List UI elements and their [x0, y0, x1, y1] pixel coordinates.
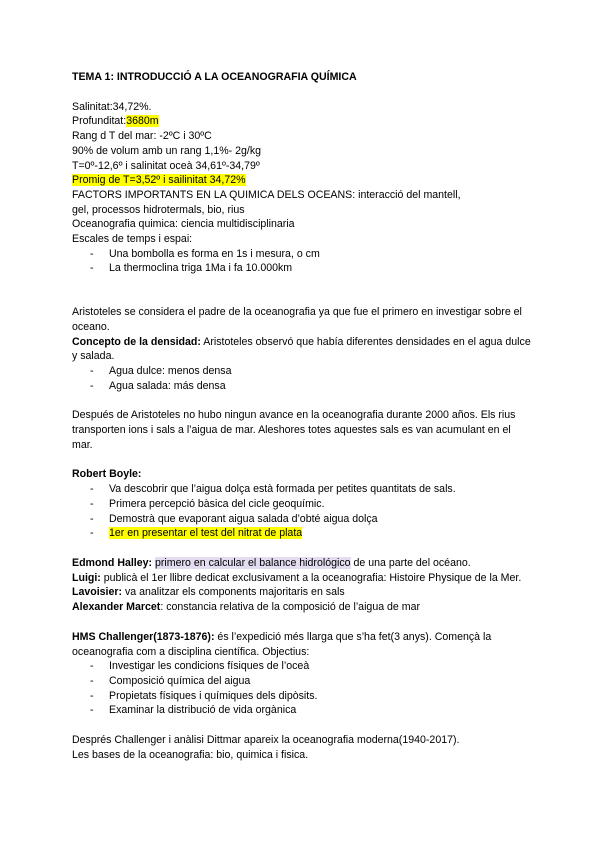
temperatura-line: T=0º-12,6º i salinitat oceà 34,61º-34,79º — [72, 159, 260, 172]
oceanografia-line: Oceanografia quimica: ciencia multidisciplinaria — [72, 218, 295, 231]
densidad-list — [72, 364, 532, 393]
list-item: - Va descobrir que l’aigua dolça està formada per petites quantitats de sals. — [72, 482, 532, 497]
marcet-line: Alexander Marcet: constancia relativa de la composició de l’aigua de mar — [72, 601, 421, 614]
challenger-paragraph: HMS Challenger(1873-1876): és l’expedició més llarga que s’ha fet(3 anys). Començà la oceanografia com a disciplina científica. Objectius: — [72, 630, 492, 658]
document-title: TEMA 1: INTRODUCCIÓ A LA OCEANOGRAFIA QUÍMICA — [72, 71, 357, 83]
list-item: - Primera percepció bàsica del cicle geoquímic. — [72, 497, 532, 512]
list-item: - Composició química del aigua — [72, 674, 532, 689]
list-item: - Examinar la distribució de vida orgànica — [72, 703, 532, 718]
salinitat-line: Salinitat:34,72%. — [72, 100, 152, 113]
halley-line: Edmond Halley: primero en calcular el balance hidrológico de una parte del océano. — [72, 556, 471, 569]
intro-block — [72, 100, 532, 276]
factors-line: FACTORS IMPORTANTS EN LA QUIMICA DELS OCEANS: interacció del mantell, — [72, 188, 461, 201]
challenger-section — [72, 630, 532, 718]
concepto-label: Concepto de la densidad: — [72, 335, 201, 348]
final-line-2: Les bases de la oceanografia: bio, quimica i fisica. — [72, 748, 309, 761]
document-body — [72, 70, 532, 762]
rang-line: Rang d T del mar: -2ºC i 30ºC — [72, 130, 212, 143]
boyle-section — [72, 467, 532, 541]
final-line-1: Després Challenger i anàlisi Dittmar apareix la oceanografia moderna(1940-2017). — [72, 734, 460, 747]
list-item: - La thermoclina triga 1Ma i fa 10.000km — [72, 261, 532, 276]
list-item: - Propietats físiques i químiques dels dipòsits. — [72, 689, 532, 704]
boyle-list — [72, 482, 532, 541]
concepto-densidad: Concepto de la densidad: Aristoteles observó que había diferentes densidades en el agua dulce y salada. — [72, 335, 531, 363]
luigi-line: Luigi: publicà el 1er llibre dedicat exclusivament a la oceanografia: Histoire Physique de la Mer. — [72, 571, 522, 584]
challenger-objectives-list — [72, 659, 532, 718]
despues-paragraph: Después de Aristoteles no hubo ningun avance en la oceanografia durante 2000 años. Els rius transporten ions i sals a l’aigua de mar. Aleshores totes aquestes sals es van acumulant en el mar. — [72, 409, 516, 451]
list-item-highlighted: - 1er en presentar el test del nitrat de plata — [72, 526, 532, 541]
promig-line — [72, 173, 532, 188]
escales-line: Escales de temps i espai: — [72, 233, 193, 246]
scientists-section — [72, 556, 532, 615]
aristoteles-section — [72, 305, 532, 393]
boyle-heading: Robert Boyle: — [72, 468, 142, 481]
list-item: - Agua dulce: menos densa — [72, 364, 532, 379]
list-item: - Investigar les condicions físiques de l’oceà — [72, 659, 532, 674]
factors-continued-line: gel, processos hidrotermals, bio, rius — [72, 203, 245, 216]
escales-list — [72, 247, 532, 276]
lavoisier-line: Lavoisier: va analitzar els components majoritaris en sals — [72, 586, 345, 599]
list-item: - Demostrà que evaporant aigua salada d’obté aigua dolça — [72, 512, 532, 527]
halley-highlight: primero en calcular el balance hidrológico — [155, 556, 351, 569]
profunditat-highlight: 3680m — [126, 115, 159, 128]
list-item: - Una bombolla es forma en 1s i mesura, o cm — [72, 247, 532, 262]
promig-highlight: Promig de T=3,52º i sailinitat 34,72% — [72, 174, 246, 187]
aristoteles-intro: Aristoteles se considera el padre de la oceanografia ya que fue el primero en investigar sobre el oceano. — [72, 306, 522, 333]
volum-line: 90% de volum amb un rang 1,1%- 2g/kg — [72, 144, 262, 157]
list-item: - Agua salada: más densa — [72, 379, 532, 394]
profunditat-line: Profunditat:3680m — [72, 115, 159, 128]
